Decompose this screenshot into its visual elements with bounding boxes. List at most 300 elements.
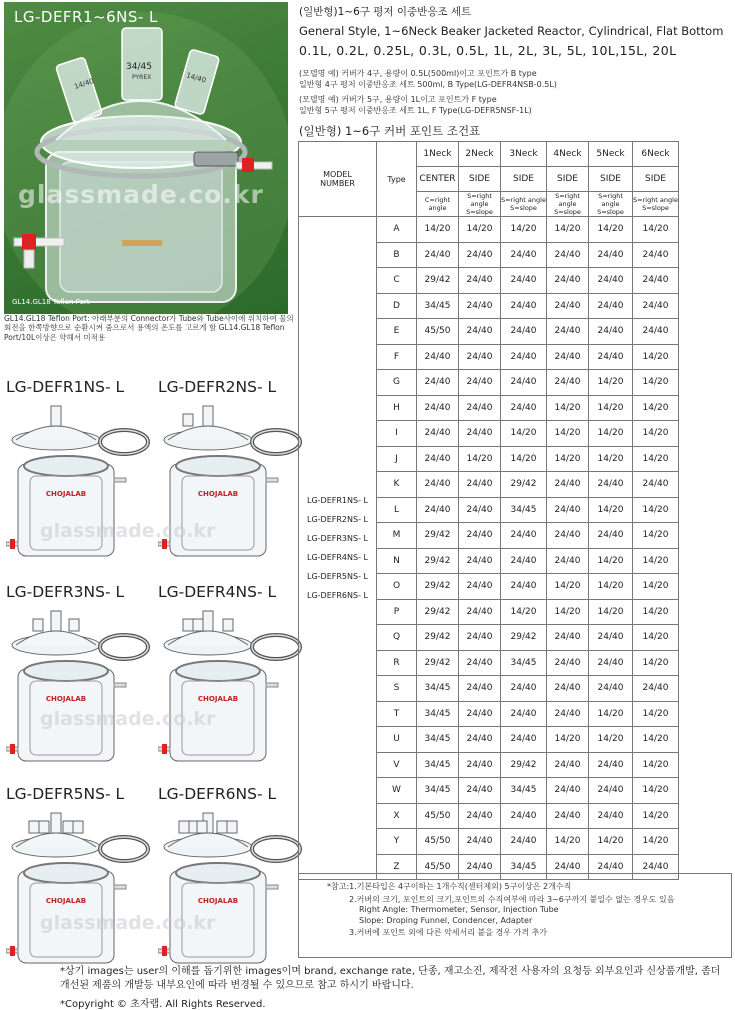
neck bbox=[63, 821, 73, 833]
joint-size-cell: 14/20 bbox=[547, 829, 589, 855]
joint-size-cell: 24/40 bbox=[501, 803, 547, 829]
reactor-photo-graphic bbox=[4, 2, 288, 314]
neck bbox=[203, 611, 213, 631]
joint-size-cell: 14/20 bbox=[547, 421, 589, 447]
model-label: LG-DEFR4NS- L bbox=[158, 583, 277, 601]
title-korean: (일반형)1~6구 평저 이중반응조 세트 bbox=[299, 6, 472, 18]
joint-size-cell: 24/40 bbox=[501, 344, 547, 370]
port-cap bbox=[10, 539, 15, 549]
joint-size-cell: 34/45 bbox=[417, 778, 459, 804]
product-header bbox=[299, 4, 733, 116]
neck-header: 1Neck bbox=[417, 142, 459, 167]
joint-size-cell: 24/40 bbox=[547, 676, 589, 702]
joint-size-cell: 14/20 bbox=[589, 421, 633, 447]
joint-size-cell: 24/40 bbox=[589, 650, 633, 676]
type-cell: Y bbox=[377, 829, 417, 855]
joint-size-cell: 29/42 bbox=[417, 574, 459, 600]
cover-dome bbox=[168, 631, 248, 645]
angle-header: C=right angle bbox=[417, 192, 459, 217]
joint-size-cell: 34/45 bbox=[501, 854, 547, 880]
joint-size-cell: 24/40 bbox=[459, 727, 501, 753]
neck bbox=[223, 619, 233, 631]
joint-size-cell: 14/20 bbox=[501, 217, 547, 243]
neck bbox=[217, 821, 227, 833]
joint-size-cell: 14/20 bbox=[589, 829, 633, 855]
joint-size-cell: 14/20 bbox=[547, 574, 589, 600]
product-photo bbox=[4, 2, 288, 314]
joint-size-cell: 24/40 bbox=[459, 854, 501, 880]
joint-size-cell: 24/40 bbox=[501, 548, 547, 574]
vessel-rim bbox=[176, 456, 260, 476]
neck-header: 5Neck bbox=[589, 142, 633, 167]
model-header: MODEL NUMBER bbox=[299, 142, 377, 217]
clamp-highlight bbox=[100, 635, 148, 659]
type-cell: Q bbox=[377, 625, 417, 651]
brand-label: CHOJALAB bbox=[45, 490, 87, 498]
joint-size-cell: 24/40 bbox=[589, 803, 633, 829]
vessel-rim bbox=[176, 661, 260, 681]
position-header: SIDE bbox=[633, 167, 679, 192]
joint-size-cell: 24/40 bbox=[459, 242, 501, 268]
angle-header: S=right angle S=slope bbox=[633, 192, 679, 217]
neck bbox=[193, 619, 203, 631]
type-cell: I bbox=[377, 421, 417, 447]
joint-size-cell: 14/20 bbox=[633, 446, 679, 472]
position-header: SIDE bbox=[501, 167, 547, 192]
table-row bbox=[299, 217, 733, 243]
joint-size-cell: 45/50 bbox=[417, 319, 459, 345]
joint-size-cell: 24/40 bbox=[547, 650, 589, 676]
angle-header: S=right angle S=slope bbox=[501, 192, 547, 217]
port-label: GL14.GL18 Teflon Port bbox=[12, 298, 90, 306]
joint-size-cell: 14/20 bbox=[633, 523, 679, 549]
type-cell: X bbox=[377, 803, 417, 829]
cover-dome bbox=[168, 833, 248, 847]
clamp-highlight bbox=[252, 837, 300, 861]
joint-size-cell: 14/20 bbox=[547, 727, 589, 753]
table-blank bbox=[679, 142, 733, 880]
type-cell: B bbox=[377, 242, 417, 268]
joint-size-cell: 24/40 bbox=[633, 854, 679, 880]
joint-size-cell: 29/42 bbox=[417, 650, 459, 676]
joint-size-cell: 24/40 bbox=[459, 829, 501, 855]
joint-size-cell: 24/40 bbox=[633, 268, 679, 294]
joint-size-cell: 24/40 bbox=[459, 395, 501, 421]
port-cap bbox=[162, 946, 167, 956]
type-cell: D bbox=[377, 293, 417, 319]
joint-size-cell: 24/40 bbox=[459, 574, 501, 600]
type-cell: O bbox=[377, 574, 417, 600]
position-header: SIDE bbox=[459, 167, 501, 192]
joint-size-cell: 24/40 bbox=[459, 319, 501, 345]
neck bbox=[73, 821, 83, 833]
joint-size-cell: 24/40 bbox=[547, 293, 589, 319]
model-label: LG-DEFR2NS- L bbox=[158, 378, 277, 396]
vessel-rim bbox=[176, 863, 260, 883]
joint-size-cell: 14/20 bbox=[589, 370, 633, 396]
joint-size-cell: 45/50 bbox=[417, 854, 459, 880]
joint-size-cell: 24/40 bbox=[459, 752, 501, 778]
port-cap bbox=[162, 744, 167, 754]
joint-size-cell: 14/20 bbox=[633, 599, 679, 625]
joint-size-cell: 14/20 bbox=[589, 497, 633, 523]
vessel-rim bbox=[24, 661, 108, 681]
joint-size-cell: 14/20 bbox=[633, 574, 679, 600]
joint-size-cell: 14/20 bbox=[633, 803, 679, 829]
joint-size-cell: 24/40 bbox=[501, 574, 547, 600]
neck bbox=[69, 619, 79, 631]
joint-size-cell: 24/40 bbox=[459, 778, 501, 804]
neck-header: 4Neck bbox=[547, 142, 589, 167]
joint-size-cell: 24/40 bbox=[459, 472, 501, 498]
joint-size-cell: 29/42 bbox=[417, 625, 459, 651]
model-list-item: LG-DEFR4NS- L bbox=[307, 553, 368, 562]
joint-size-cell: 24/40 bbox=[459, 625, 501, 651]
photo-note: GL14.GL18 Teflon Port: 아래부분의 Connector가 Tube와 Tube사이에 위치하여 물의 회전을 한쪽방향으로 순환시켜 줌으로서 용액의 온도를 고르게 함 GL14.GL18 Teflon Port/10L이상은 약해서 미적용 bbox=[4, 314, 294, 342]
type-cell: A bbox=[377, 217, 417, 243]
model-list-item: LG-DEFR3NS- L bbox=[307, 534, 368, 543]
port-upper bbox=[266, 885, 278, 889]
neck-header: 2Neck bbox=[459, 142, 501, 167]
joint-size-cell: 14/20 bbox=[589, 599, 633, 625]
joint-size-cell: 14/20 bbox=[633, 625, 679, 651]
joint-size-cell: 24/40 bbox=[633, 319, 679, 345]
joint-size-cell: 24/40 bbox=[633, 293, 679, 319]
joint-size-cell: 14/20 bbox=[633, 217, 679, 243]
model-label: LG-DEFR3NS- L bbox=[6, 583, 125, 601]
joint-size-cell: 24/40 bbox=[417, 497, 459, 523]
port-upper bbox=[266, 478, 278, 482]
joint-size-cell: 24/40 bbox=[501, 319, 547, 345]
example-2a: (모델명 예) 커버가 5구, 용량이 1L이고 포인트가 F type bbox=[299, 95, 497, 104]
port-cap bbox=[10, 744, 15, 754]
joint-size-cell: 24/40 bbox=[547, 497, 589, 523]
port-cap bbox=[10, 946, 15, 956]
joint-size-cell: 24/40 bbox=[547, 319, 589, 345]
joint-size-cell: 24/40 bbox=[547, 752, 589, 778]
brand-label: CHOJALAB bbox=[197, 897, 239, 905]
neck-header: 6Neck bbox=[633, 142, 679, 167]
note-4: Slope: Droping Funnel, Condencer, Adapter bbox=[359, 915, 533, 925]
type-cell: U bbox=[377, 727, 417, 753]
type-cell: G bbox=[377, 370, 417, 396]
joint-size-cell: 24/40 bbox=[417, 472, 459, 498]
type-cell: W bbox=[377, 778, 417, 804]
joint-size-cell: 29/42 bbox=[501, 472, 547, 498]
joint-size-cell: 29/42 bbox=[417, 523, 459, 549]
type-cell: P bbox=[377, 599, 417, 625]
position-header: CENTER bbox=[417, 167, 459, 192]
joint-size-cell: 14/20 bbox=[589, 727, 633, 753]
joint-size-cell: 24/40 bbox=[547, 701, 589, 727]
joint-size-cell: 14/20 bbox=[589, 701, 633, 727]
joint-size-cell: 14/20 bbox=[633, 829, 679, 855]
joint-size-cell: 29/42 bbox=[417, 268, 459, 294]
joint-size-cell: 24/40 bbox=[589, 854, 633, 880]
joint-size-cell: 24/40 bbox=[417, 344, 459, 370]
position-header: SIDE bbox=[589, 167, 633, 192]
joint-size-cell: 14/20 bbox=[633, 370, 679, 396]
neck bbox=[227, 821, 237, 833]
reactor-drawing bbox=[158, 607, 308, 767]
note-3: Right Angle: Thermometer, Sensor, Injection Tube bbox=[359, 905, 559, 914]
brand-label: CHOJALAB bbox=[45, 695, 87, 703]
neck-header: 3Neck bbox=[501, 142, 547, 167]
joint-size-cell: 34/45 bbox=[501, 778, 547, 804]
model-list-item: LG-DEFR5NS- L bbox=[307, 572, 368, 581]
joint-size-cell: 34/45 bbox=[417, 727, 459, 753]
joint-size-cell: 24/40 bbox=[459, 421, 501, 447]
type-cell: T bbox=[377, 701, 417, 727]
joint-label-right: 14/40 bbox=[185, 71, 207, 85]
neck bbox=[197, 821, 207, 833]
joint-size-cell: 14/20 bbox=[547, 599, 589, 625]
spec-table bbox=[298, 141, 733, 880]
photo-watermark: glassmade.co.kr bbox=[18, 180, 264, 209]
type-cell: C bbox=[377, 268, 417, 294]
joint-size-cell: 14/20 bbox=[633, 727, 679, 753]
joint-size-cell: 14/20 bbox=[547, 446, 589, 472]
port-upper bbox=[114, 885, 126, 889]
table-title: (일반형) 1~6구 커버 포인트 조건표 bbox=[299, 124, 481, 138]
type-cell: V bbox=[377, 752, 417, 778]
brand-label: CHOJALAB bbox=[197, 490, 239, 498]
joint-size-cell: 24/40 bbox=[501, 701, 547, 727]
drawing-watermark: glassmade.co.kr bbox=[40, 708, 216, 730]
vessel-rim bbox=[24, 863, 108, 883]
joint-size-cell: 29/42 bbox=[417, 599, 459, 625]
table-notes bbox=[298, 873, 732, 958]
joint-size-cell: 24/40 bbox=[589, 242, 633, 268]
joint-size-cell: 24/40 bbox=[501, 523, 547, 549]
example-1b: 일반형 4구 평저 이중반응조 세트 500ml, B Type(LG-DEFR4NSB-0.5L) bbox=[299, 80, 557, 89]
port-upper bbox=[266, 683, 278, 687]
joint-size-cell: 14/20 bbox=[633, 778, 679, 804]
joint-size-cell: 24/40 bbox=[459, 599, 501, 625]
clamp-highlight bbox=[252, 635, 300, 659]
joint-size-cell: 24/40 bbox=[417, 446, 459, 472]
joint-label-center: 34/45 bbox=[126, 62, 152, 72]
joint-size-cell: 24/40 bbox=[501, 676, 547, 702]
neck bbox=[51, 813, 61, 833]
joint-size-cell: 34/45 bbox=[417, 293, 459, 319]
joint-size-cell: 24/40 bbox=[633, 472, 679, 498]
joint-size-cell: 24/40 bbox=[459, 370, 501, 396]
model-list-item: LG-DEFR1NS- L bbox=[307, 496, 368, 505]
joint-size-cell: 24/40 bbox=[417, 421, 459, 447]
drawing-watermark: glassmade.co.kr bbox=[40, 520, 216, 542]
photo-title: LG-DEFR1~6NS- L bbox=[14, 8, 158, 26]
joint-size-cell: 14/20 bbox=[633, 344, 679, 370]
joint-size-cell: 24/40 bbox=[459, 293, 501, 319]
joint-size-cell: 34/45 bbox=[501, 497, 547, 523]
joint-size-cell: 14/20 bbox=[459, 217, 501, 243]
joint-size-cell: 14/20 bbox=[459, 446, 501, 472]
joint-size-cell: 45/50 bbox=[417, 803, 459, 829]
port-upper bbox=[114, 478, 126, 482]
joint-size-cell: 24/40 bbox=[501, 293, 547, 319]
joint-size-cell: 14/20 bbox=[547, 217, 589, 243]
joint-size-cell: 14/20 bbox=[501, 421, 547, 447]
type-cell: F bbox=[377, 344, 417, 370]
joint-size-cell: 14/20 bbox=[589, 574, 633, 600]
joint-size-cell: 14/20 bbox=[547, 395, 589, 421]
model-list-item: LG-DEFR6NS- L bbox=[307, 591, 368, 600]
joint-size-cell: 24/40 bbox=[547, 472, 589, 498]
joint-size-cell: 24/40 bbox=[547, 803, 589, 829]
joint-size-cell: 34/45 bbox=[417, 752, 459, 778]
reactor-drawing bbox=[158, 809, 308, 969]
joint-size-cell: 24/40 bbox=[459, 268, 501, 294]
joint-size-cell: 24/40 bbox=[547, 344, 589, 370]
joint-size-cell: 14/20 bbox=[501, 446, 547, 472]
joint-size-cell: 14/20 bbox=[633, 650, 679, 676]
example-1a: (모델명 예) 커버가 4구, 용량이 0.5L(500ml)이고 포인트가 B type bbox=[299, 69, 537, 78]
clamp-highlight bbox=[252, 430, 300, 454]
joint-size-cell: 24/40 bbox=[459, 497, 501, 523]
model-drawing-6 bbox=[158, 785, 308, 985]
joint-size-cell: 24/40 bbox=[459, 803, 501, 829]
capacity-list: 0.1L, 0.2L, 0.25L, 0.3L, 0.5L, 1L, 2L, 3L, 5L, 10L,15L, 20L bbox=[299, 43, 677, 58]
joint-size-cell: 24/40 bbox=[547, 854, 589, 880]
model-drawing-2 bbox=[158, 378, 308, 578]
angle-header: S=right angle S=slope bbox=[589, 192, 633, 217]
joint-size-cell: 24/40 bbox=[417, 242, 459, 268]
joint-size-cell: 24/40 bbox=[589, 344, 633, 370]
joint-size-cell: 24/40 bbox=[501, 395, 547, 421]
disclaimer: *상기 images는 user의 이해를 돕기위한 images이며 brand, exchange rate, 단종, 재고소진, 제작전 사용자의 요청등 외부요인과 신상품개발, 좀더 개선된 제품의 개발등 내부요인에 따라 변경될 수 있으므로 참고 하시기 바랍니다. bbox=[60, 966, 721, 991]
joint-size-cell: 24/40 bbox=[459, 650, 501, 676]
joint-size-cell: 14/20 bbox=[633, 548, 679, 574]
joint-size-cell: 24/40 bbox=[547, 370, 589, 396]
joint-size-cell: 14/20 bbox=[633, 701, 679, 727]
joint-size-cell: 14/20 bbox=[633, 395, 679, 421]
cover-dome bbox=[16, 426, 96, 440]
joint-size-cell: 14/20 bbox=[589, 446, 633, 472]
brand-label: CHOJALAB bbox=[197, 695, 239, 703]
type-cell: Z bbox=[377, 854, 417, 880]
joint-size-cell: 24/40 bbox=[417, 370, 459, 396]
neck bbox=[51, 611, 61, 631]
cover-dome bbox=[16, 631, 96, 645]
joint-size-cell: 24/40 bbox=[459, 523, 501, 549]
joint-size-cell: 24/40 bbox=[547, 548, 589, 574]
joint-size-cell: 34/45 bbox=[417, 676, 459, 702]
type-cell: M bbox=[377, 523, 417, 549]
joint-size-cell: 14/20 bbox=[417, 217, 459, 243]
model-label: LG-DEFR1NS- L bbox=[6, 378, 125, 396]
joint-size-cell: 24/40 bbox=[589, 625, 633, 651]
position-header: SIDE bbox=[547, 167, 589, 192]
title-english: General Style, 1~6Neck Beaker Jacketed Reactor, Cylindrical, Flat Bottom bbox=[299, 24, 724, 38]
neck bbox=[51, 406, 61, 426]
joint-label-left: 14/40 bbox=[73, 77, 95, 91]
model-drawing-5 bbox=[6, 785, 156, 985]
joint-size-cell: 24/40 bbox=[589, 752, 633, 778]
joint-size-cell: 24/40 bbox=[589, 523, 633, 549]
note-5: 3.커버에 포인트 외에 다른 악세서리 붙을 경우 가격 추가 bbox=[349, 928, 547, 937]
joint-size-cell: 14/20 bbox=[589, 548, 633, 574]
brand-label: PYREX bbox=[132, 74, 152, 81]
type-cell: R bbox=[377, 650, 417, 676]
joint-size-cell: 34/45 bbox=[501, 650, 547, 676]
joint-size-cell: 24/40 bbox=[547, 523, 589, 549]
type-header: Type bbox=[377, 142, 417, 217]
example-2b: 일반형 5구 평저 이중반응조 세트 1L, F Type(LG-DEFR5NSF-1L) bbox=[299, 106, 532, 115]
joint-size-cell: 24/40 bbox=[501, 268, 547, 294]
joint-size-cell: 14/20 bbox=[589, 217, 633, 243]
joint-size-cell: 29/42 bbox=[501, 625, 547, 651]
note-2: 2.커버의 크기, 포인트의 크기,포인트의 수직여부에 따라 3~6구까지 붙일수 없는 경우도 있음 bbox=[349, 894, 675, 904]
type-cell: H bbox=[377, 395, 417, 421]
cover-dome bbox=[168, 426, 248, 440]
joint-size-cell: 24/40 bbox=[633, 242, 679, 268]
joint-size-cell: 14/20 bbox=[501, 599, 547, 625]
neck bbox=[183, 619, 193, 631]
type-cell: L bbox=[377, 497, 417, 523]
neck bbox=[29, 821, 39, 833]
joint-size-cell: 24/40 bbox=[459, 701, 501, 727]
clamp-highlight bbox=[100, 430, 148, 454]
type-cell: N bbox=[377, 548, 417, 574]
joint-size-cell: 14/20 bbox=[633, 421, 679, 447]
joint-size-cell: 24/40 bbox=[547, 242, 589, 268]
cover-dome bbox=[16, 833, 96, 847]
joint-size-cell: 14/20 bbox=[589, 395, 633, 421]
joint-size-cell: 34/45 bbox=[417, 701, 459, 727]
joint-size-cell: 24/40 bbox=[547, 268, 589, 294]
vessel-rim bbox=[24, 456, 108, 476]
joint-size-cell: 24/40 bbox=[501, 829, 547, 855]
joint-size-cell: 14/20 bbox=[633, 752, 679, 778]
angle-header: S=right angle S=slope bbox=[547, 192, 589, 217]
joint-size-cell: 24/40 bbox=[633, 676, 679, 702]
neck bbox=[33, 619, 43, 631]
joint-size-cell: 24/40 bbox=[417, 395, 459, 421]
model-list-cell bbox=[299, 217, 377, 880]
joint-size-cell: 24/40 bbox=[501, 370, 547, 396]
joint-size-cell: 29/42 bbox=[501, 752, 547, 778]
joint-size-cell: 24/40 bbox=[547, 625, 589, 651]
joint-size-cell: 24/40 bbox=[501, 727, 547, 753]
model-drawing-1 bbox=[6, 378, 156, 578]
neck bbox=[183, 414, 193, 426]
type-cell: E bbox=[377, 319, 417, 345]
joint-size-cell: 24/40 bbox=[459, 548, 501, 574]
neck bbox=[39, 821, 49, 833]
angle-header: S=right angle S=slope bbox=[459, 192, 501, 217]
joint-size-cell: 24/40 bbox=[589, 319, 633, 345]
joint-size-cell: 24/40 bbox=[589, 268, 633, 294]
type-cell: S bbox=[377, 676, 417, 702]
model-label: LG-DEFR5NS- L bbox=[6, 785, 125, 803]
joint-size-cell: 24/40 bbox=[547, 778, 589, 804]
joint-size-cell: 45/50 bbox=[417, 829, 459, 855]
joint-size-cell: 24/40 bbox=[589, 676, 633, 702]
joint-size-cell: 24/40 bbox=[589, 293, 633, 319]
neck bbox=[203, 406, 213, 426]
reactor-drawing bbox=[6, 607, 156, 767]
reactor-drawing bbox=[6, 809, 156, 969]
copyright: *Copyright © 초자랩. All Rights Reserved. bbox=[60, 999, 266, 1010]
joint-size-cell: 14/20 bbox=[633, 497, 679, 523]
model-drawing-3 bbox=[6, 583, 156, 783]
joint-size-cell: 24/40 bbox=[589, 472, 633, 498]
joint-size-cell: 24/40 bbox=[501, 242, 547, 268]
joint-size-cell: 29/42 bbox=[417, 548, 459, 574]
joint-size-cell: 24/40 bbox=[459, 344, 501, 370]
joint-size-cell: 24/40 bbox=[589, 778, 633, 804]
